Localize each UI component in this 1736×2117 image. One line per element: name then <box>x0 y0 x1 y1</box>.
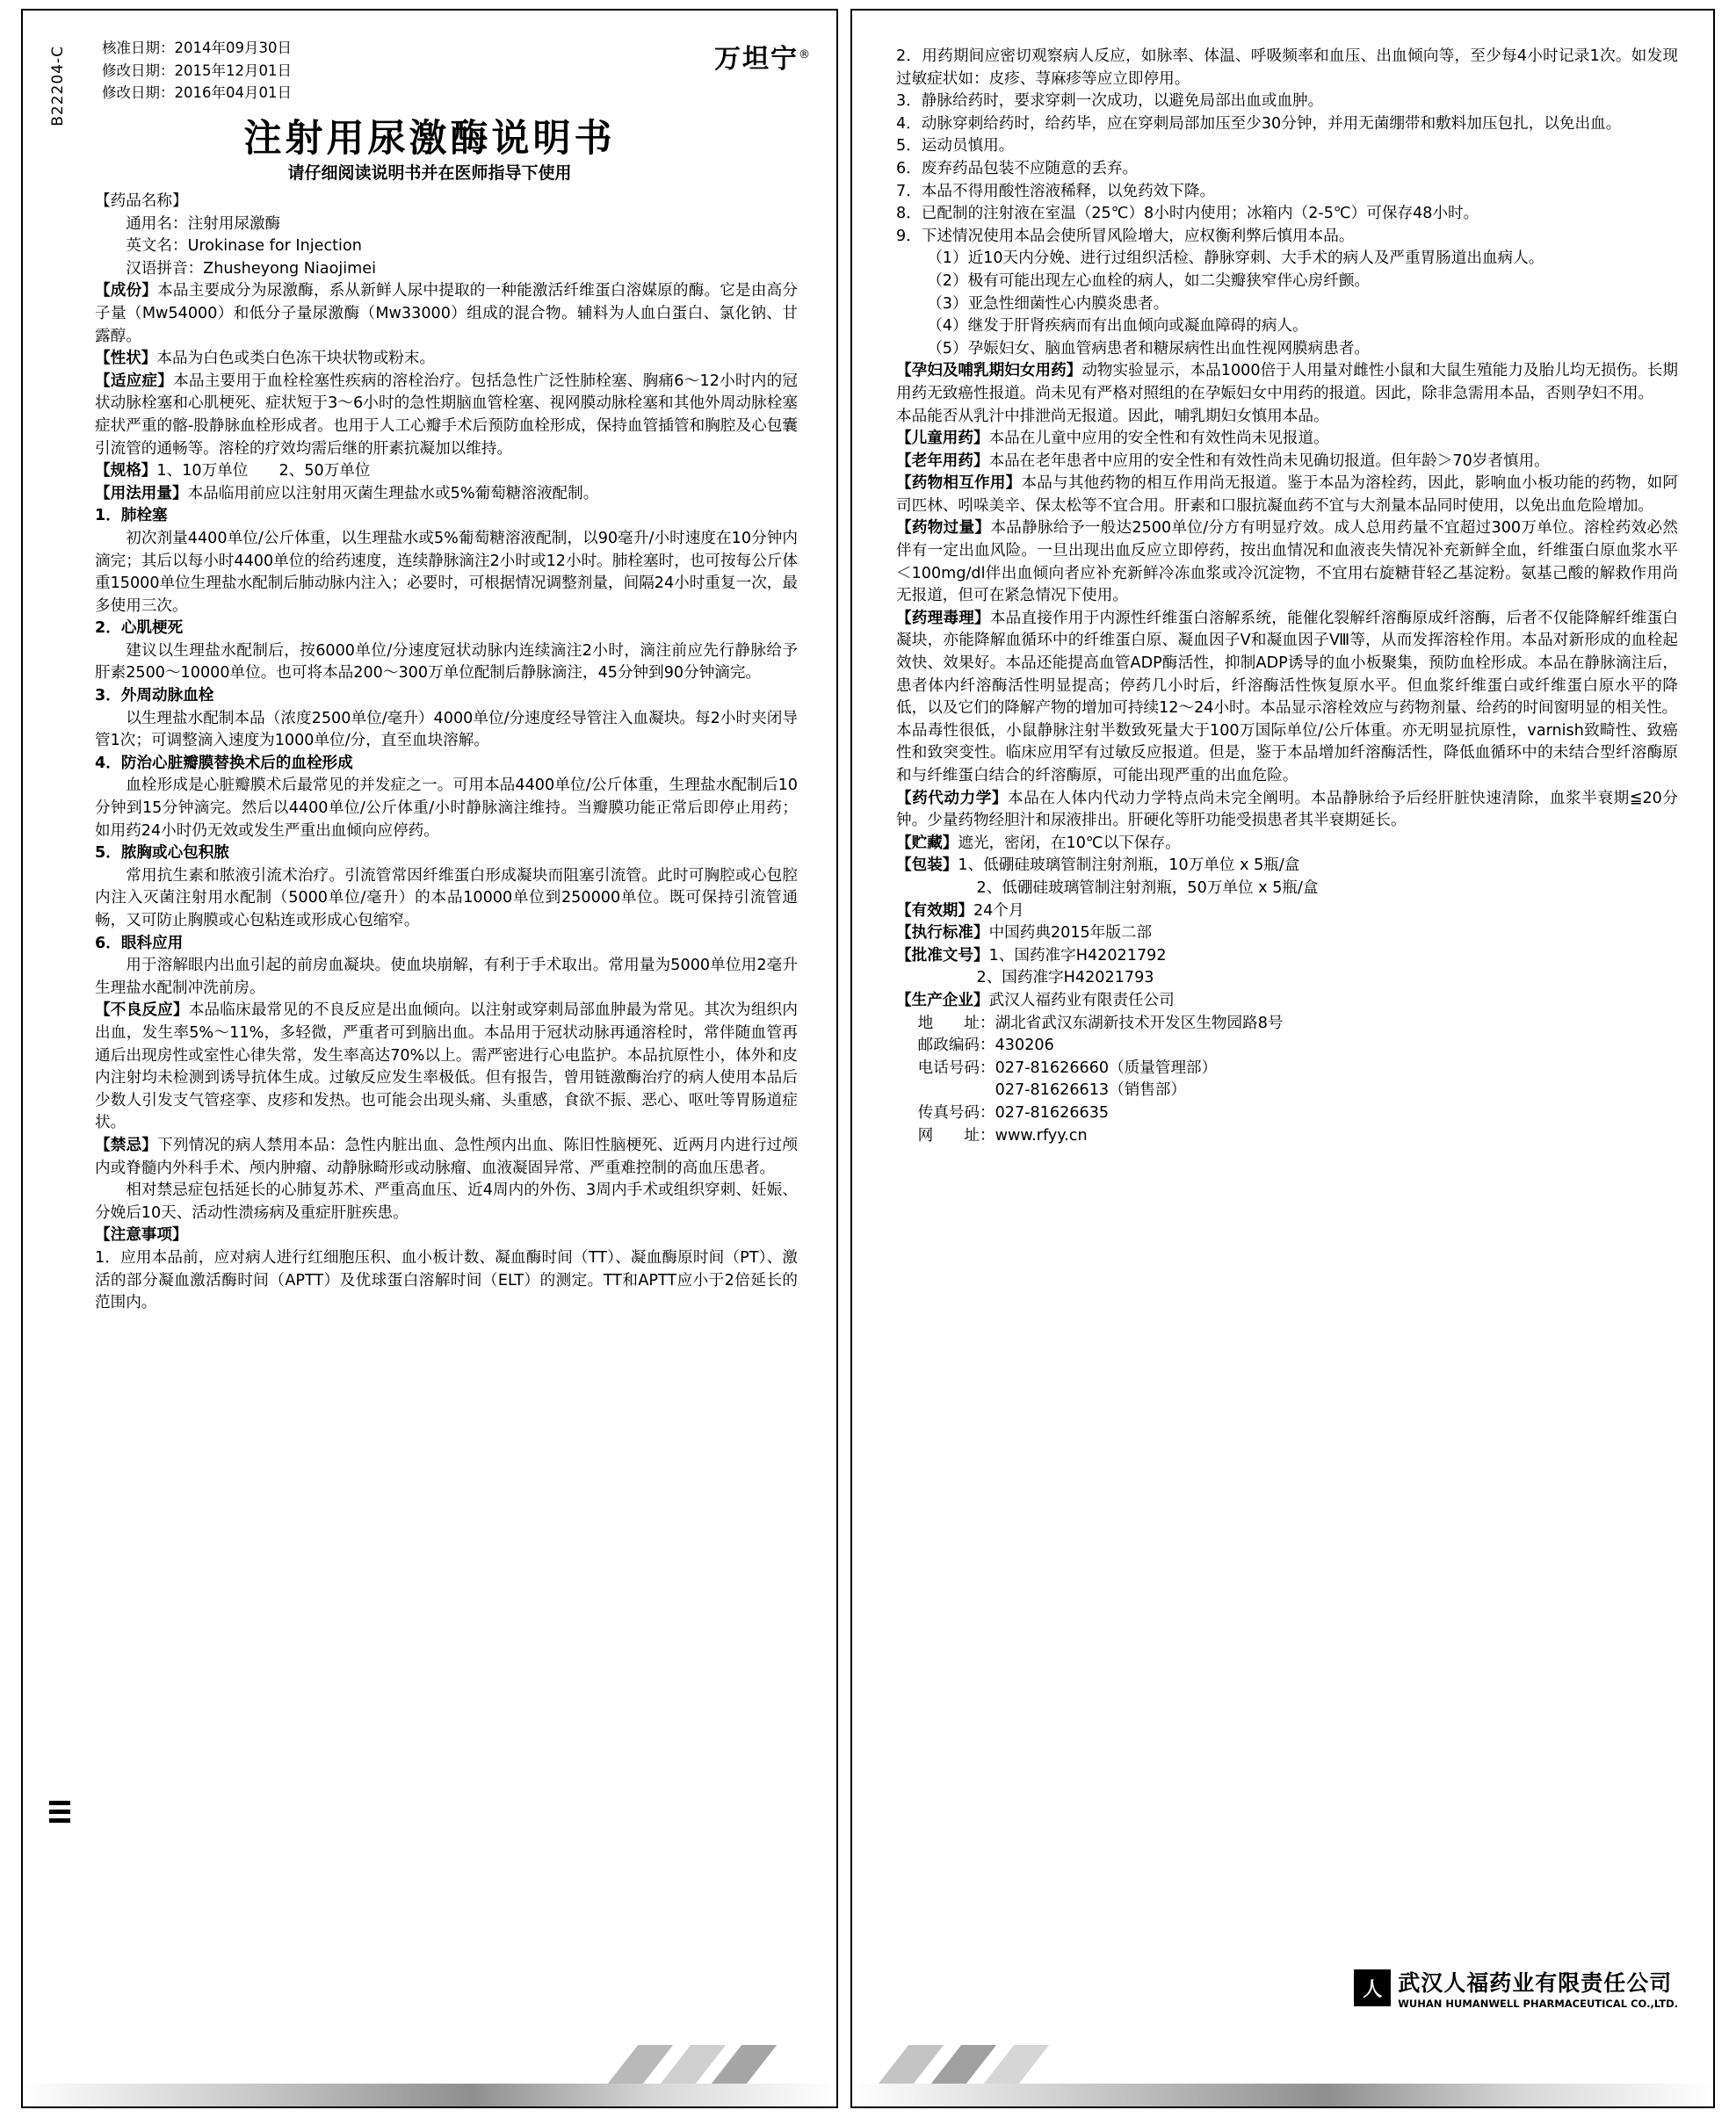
manufacturer-fax-value: 027-81626635 <box>995 1103 1110 1122</box>
section-appearance <box>95 348 798 371</box>
section-label-approval-no: 【批准文号】 <box>896 946 989 965</box>
section-package <box>896 855 1678 878</box>
section-text-standard: 中国药典2015年版二部 <box>988 924 1153 943</box>
section-text-contraindications: 下列情况的病人禁用本品：急性内脏出血、急性颅内出血、陈旧性脑梗死、近两月内进行过颅内或脊髓内外科手术、颅内肿瘤、动静脉畸形或动脉瘤、血液凝固异常、严重难控制的高血压患者。 <box>95 1136 798 1177</box>
manufacturer-fax-key: 传真号码： <box>917 1103 995 1122</box>
drug-name-pinyin: 汉语拼音：Zhusheyong Niaojimei <box>126 259 376 278</box>
risk-item-4: （4）继发于肝肾疾病而有出血倾向或凝血障碍的病人。 <box>927 317 1308 336</box>
section-pregnancy <box>896 360 1678 405</box>
section-label-drugname: 【药品名称】 <box>95 192 188 210</box>
right-corner-decoration <box>852 2045 1713 2106</box>
section-geriatric <box>896 451 1678 473</box>
section-text-adverse: 本品临床最常见的不良反应是出血倾向。以注射或穿刺局部血肿最为常见。其次为组织内出血，发生率5%～11%，多轻微，严重者可到脑出血。本品用于冠状动脉再通溶栓时，常伴随血管再通后出现房性或室性心律失常，发生率高达70%以上。需严密进行心电监护。本品抗原性小，体外和皮内注射均未检测到诱导抗体生成。过敏反应发生率极低。但有报告，曾用链激酶治疗的病人使用本品后少数人引发支气管痉挛、皮疹和发热。也可能会出现头痛、头重感，食欲不振、恶心、呕吐等胃肠道症状。 <box>95 1001 798 1132</box>
section-label-appearance: 【性状】 <box>95 350 157 368</box>
precaution-item-2: 2．用药期间应密切观察病人反应，如脉率、体温、呼吸频率和血压、出血倾向等，至少每4小时记录1次。如发现过敏症状如：皮疹、荨麻疹等应立即停用。 <box>896 47 1678 88</box>
manufacturer-website[interactable] <box>896 1125 1678 1148</box>
section-label-contraindications: 【禁忌】 <box>95 1136 158 1154</box>
risk-item-2: （2）极有可能出现左心血栓的病人，如二尖瓣狭窄伴心房纤颤。 <box>927 271 1371 290</box>
section-pediatric <box>896 428 1678 451</box>
section-text-geriatric: 本品在老年患者中应用的安全性和有效性尚未见确切报道。但年龄＞70岁者慎用。 <box>988 452 1550 470</box>
precaution-item-5: 5．运动员慎用。 <box>896 137 1015 155</box>
manufacturer-phone-sales: 027-81626613（销售部） <box>995 1081 1187 1100</box>
manufacturer-address <box>896 1013 1678 1036</box>
usage-text-2: 建议以生理盐水配制后，按6000单位/分速度冠状动脉内连续滴注2小时，滴注前应先行静脉给予肝素2500～10000单位。也可将本品200～300万单位配制后静脉滴注，45分钟到90分钟滴完。 <box>95 641 798 683</box>
section-contraindications <box>95 1135 798 1180</box>
manufacturer-postcode-key: 邮政编码： <box>917 1037 995 1055</box>
approval-date-1: 修改日期：2015年12月01日 <box>102 61 292 79</box>
right-sheet <box>850 9 1715 2108</box>
usage-text-4: 血栓形成是心脏瓣膜术后最常见的并发症之一。可用本品4400单位/公斤体重，生理盐水配制后10分钟到15分钟滴完。然后以4400单位/公斤体重/小时静脉滴注维持。当瓣膜功能正常后即停止用药；如用药24小时仍无效或发生严重出血倾向应停药。 <box>95 777 798 840</box>
left-body <box>95 191 798 1315</box>
usage-text-6: 用于溶解眼内出血引起的前房血凝块。使血块崩解，有利于手术取出。常用量为5000单位用2毫升生理盐水配制冲洗前房。 <box>95 957 798 997</box>
manufacturer-phone-key: 电话号码： <box>917 1058 995 1077</box>
section-text-specification: 1、10万单位 2、50万单位 <box>156 462 371 480</box>
section-approval-no <box>896 945 1678 968</box>
company-mark-icon <box>1354 1969 1391 2006</box>
section-text-interactions: 本品与其他药物的相互作用尚无报道。鉴于本品为溶栓药，因此，影响血小板功能的药物，如阿司匹林、吲哚美辛、保太松等不宜合用。肝素和口服抗凝血药不宜与大剂量本品同时使用，以免出血危险增加。 <box>896 474 1678 515</box>
section-label-shelflife: 【有效期】 <box>896 901 973 920</box>
section-label-overdose: 【药物过量】 <box>896 519 991 538</box>
section-label-storage: 【贮藏】 <box>896 834 958 852</box>
package-item-1: 1、低硼硅玻璃管制注射剂瓶，10万单位 x 5瓶/盒 <box>958 856 1300 875</box>
usage-heading-4: 4．防治心脏瓣膜替换术后的血栓形成 <box>95 754 353 772</box>
section-storage <box>896 833 1678 856</box>
risk-item-3: （3）亚急性细菌性心内膜炎患者。 <box>927 294 1169 313</box>
section-ingredients <box>95 280 798 348</box>
left-sheet <box>21 9 838 2108</box>
section-label-interactions: 【药物相互作用】 <box>896 474 1022 493</box>
precaution-item-9: 9．下述情况使用本品会使所冒风险增大，应权衡利弊后慎用本品。 <box>896 227 1355 245</box>
section-text-indications: 本品主要用于血栓栓塞性疾病的溶栓治疗。包括急性广泛性肺栓塞、胸痛6～12小时内的冠状动脉栓塞和心肌梗死、症状短于3～6小时的急性期脑血管栓塞、视网膜动脉栓塞和其他外周动脉栓塞症状严重的髂-股静脉血栓形成者。也用于人工心瓣手术后预防血栓形成，保持血管插管和胸腔及心包囊引流管的通畅等。溶栓的疗效均需后继的肝素抗凝加以维持。 <box>95 372 798 458</box>
section-pharmacology <box>896 608 1678 720</box>
section-indications <box>95 371 798 460</box>
drug-name-generic: 通用名：注射用尿激酶 <box>126 214 281 233</box>
section-label-package: 【包装】 <box>896 856 958 875</box>
section-text-ingredients: 本品主要成分为尿激酶，系从新鲜人尿中提取的一种能激活纤维蛋白溶媒原的酶。它是由高分子量（Mw54000）和低分子量尿激酶（Mw33000）组成的混合物。辅料为人血白蛋白、氯化钠、甘露醇。 <box>95 282 798 345</box>
precaution-item-4: 4．动脉穿刺给药时，给药毕，应在穿刺局部加压至少30分钟，并用无菌绷带和敷料加压包扎，以免出血。 <box>896 114 1622 133</box>
approval-date-0: 核准日期：2014年09月30日 <box>102 40 292 56</box>
section-standard <box>896 922 1678 945</box>
section-text-relative-contraindications: 相对禁忌症包括延长的心肺复苏术、严重高血压、近4周内的外伤、3周内手术或组织穿刺、妊娠、分娩后10天、活动性溃疡病及重症肝脏疾患。 <box>95 1181 798 1222</box>
precaution-item-8: 8．已配制的注射液在室温（25℃）8小时内使用；冰箱内（2-5℃）可保存48小时。 <box>896 205 1479 223</box>
company-mark-char: 人 <box>1363 1978 1383 2001</box>
usage-heading-1: 1．肺栓塞 <box>95 507 168 525</box>
usage-heading-3: 3．外周动脉血栓 <box>95 687 214 705</box>
approval-date-2: 修改日期：2016年04月01日 <box>102 84 292 102</box>
approval-no-2: 2、国药准字H42021793 <box>976 969 1154 987</box>
manufacturer-address-value: 湖北省武汉东湖新技术开发区生物园路8号 <box>995 1014 1284 1032</box>
section-label-dosage: 【用法用量】 <box>95 484 188 502</box>
usage-text-5: 常用抗生素和脓液引流术治疗。引流管常因纤维蛋白形成凝块而阻塞引流管。此时可胸腔或心包腔内注入灭菌注射用水配制（5000单位/毫升）的本品10000单位到250000单位。既可保持引流管通畅，又可防止胸膜或心包粘连或形成心包缩窄。 <box>95 866 798 929</box>
section-specification <box>95 460 798 483</box>
barcode-mark <box>49 1801 70 1827</box>
usage-heading-5: 5．脓胸或心包积脓 <box>95 844 229 863</box>
section-shelflife <box>896 900 1678 923</box>
manufacturer-postcode <box>896 1035 1678 1058</box>
section-text-toxicology: 本品毒性很低，小鼠静脉注射半数致死量大于100万国际单位/公斤体重。亦无明显抗原性，varnish致畸性、致癌性和致突变性。临床应用罕有过敏反应报道。但是，鉴于本品增加纤溶酶活性，降低血循环中的未结合型纤溶酶原和与纤维蛋白结合的纤溶酶原，可能出现严重的出血危险。 <box>896 721 1678 784</box>
section-label-pharmacology: 【药理毒理】 <box>896 609 990 627</box>
section-label-indications: 【适应症】 <box>95 372 174 390</box>
page-title: 注射用尿激酶说明书 <box>243 117 616 161</box>
risk-item-5: （5）孕娠妇女、脑血管病患者和糖尿病性出血性视网膜病患者。 <box>927 339 1371 358</box>
company-logo-en: WUHAN HUMANWELL PHARMACEUTICAL CO.,LTD. <box>1398 1998 1678 2010</box>
usage-heading-2: 2．心肌梗死 <box>95 619 184 638</box>
section-dosage <box>95 483 798 506</box>
usage-heading-6: 6．眼科应用 <box>95 934 184 952</box>
page-subtitle: 请仔细阅读说明书并在医师指导下使用 <box>287 163 572 183</box>
risk-item-1: （1）近10天内分娩、进行过组织活检、静脉穿刺、大手术的病人及严重胃肠道出血病人。 <box>927 249 1544 268</box>
manufacturer-name: 武汉人福药业有限责任公司 <box>988 991 1175 1009</box>
company-logo-cn: 武汉人福药业有限责任公司 <box>1398 1970 1673 1996</box>
section-label-pregnancy: 【孕妇及哺乳期妇女用药】 <box>896 362 1082 380</box>
section-label-pediatric: 【儿童用药】 <box>896 430 989 448</box>
manufacturer-address-key: 地 址： <box>917 1014 995 1032</box>
section-text-lactation: 本品能否从乳汁中排泄尚无报道。因此，哺乳期妇女慎用本品。 <box>896 407 1329 425</box>
usage-text-3: 以生理盐水配制本品（浓度2500单位/毫升）4000单位/分速度经导管注入血凝块。每2小时夹闭导管1次；可调整滴入速度为1000单位/分，直至血块溶解。 <box>95 709 798 750</box>
section-label-standard: 【执行标准】 <box>896 924 989 943</box>
left-corner-decoration <box>23 2045 836 2106</box>
brand-logo <box>714 37 812 76</box>
precaution-item-7: 7．本品不得用酸性溶液稀释，以免药效下降。 <box>896 182 1216 200</box>
manufacturer-fax <box>896 1102 1678 1125</box>
approval-dates <box>102 37 292 105</box>
section-label-specification: 【规格】 <box>95 462 157 480</box>
section-label-precautions: 【注意事项】 <box>95 1226 188 1245</box>
precaution-item-3: 3．静脉给药时，要求穿刺一次成功，以避免局部出血或血肿。 <box>896 92 1324 111</box>
section-text-dosage: 本品临用前应以注射用灭菌生理盐水或5%葡萄糖溶液配制。 <box>187 484 599 502</box>
brand-name: 万坦宁 <box>714 44 799 75</box>
section-pharmacokinetics <box>896 788 1678 833</box>
manufacturer-website-value[interactable]: www.rfyy.cn <box>995 1126 1088 1145</box>
section-text-pregnancy: 动物实验显示，本品1000倍于人用量对雌性小鼠和大鼠生殖能力及胎儿均无损伤。长期用药无致癌性报道。尚未见有严格对照组的在孕娠妇女中用药的报道。因此，除非急需用本品，否则孕妇不用。 <box>896 362 1678 402</box>
section-label-manufacturer: 【生产企业】 <box>896 991 989 1009</box>
document-code: B22204-C <box>49 46 67 126</box>
package-item-2: 2、低硼硅玻璃管制注射剂瓶，50万单位 x 5瓶/盒 <box>976 878 1319 897</box>
company-logo <box>1354 1966 1678 2010</box>
manufacturer-phone <box>896 1058 1678 1080</box>
drug-name-english: 英文名：Urokinase for Injection <box>126 237 362 256</box>
section-text-pediatric: 本品在儿童中应用的安全性和有效性尚未见报道。 <box>988 430 1329 448</box>
section-adverse <box>95 1000 798 1135</box>
section-text-pharmacology: 本品直接作用于内源性纤维蛋白溶解系统，能催化裂解纤溶酶原成纤溶酶，后者不仅能降解纤维蛋白凝块，亦能降解血循环中的纤维蛋白原、凝血因子Ⅴ和凝血因子Ⅷ等，从而发挥溶栓作用。本品对新形成的血栓起效快、效果好。本品还能提高血管ADP酶活性，抑制ADP诱导的血小板聚集，预防血栓形成。本品在静脉滴注后，患者体内纤溶酶活性明显提高；停药几小时后，纤溶酶活性恢复原水平。但血浆纤维蛋白或纤维蛋白原水平的降低，以及它们的降解产物的增加可持续12～24小时。本品显示溶栓效应与药物剂量、给药的时间窗明显的相关性。 <box>896 609 1678 718</box>
section-text-shelflife: 24个月 <box>973 901 1024 920</box>
usage-text-1: 初次剂量4400单位/公斤体重，以生理盐水或5%葡萄糖溶液配制，以90毫升/小时速度在10分钟内滴完；其后以每小时4400单位的给药速度，连续静脉滴注2小时或12小时。肺栓塞时，也可按每公斤体重15000单位生理盐水配制后肺动脉内注入；必要时，可根据情况调整剂量，间隔24小时重复一次，最多使用三次。 <box>95 529 798 615</box>
precaution-item-1: 1．应用本品前，应对病人进行红细胞压积、血小板计数、凝血酶时间（TT）、凝血酶原时间（PT）、激活的部分凝血激活酶时间（APTT）及优球蛋白溶解时间（ELT）的测定。TT和APTT应小于2倍延长的范围内。 <box>95 1248 798 1312</box>
section-label-ingredients: 【成份】 <box>95 282 158 300</box>
section-text-storage: 遮光，密闭，在10℃以下保存。 <box>958 834 1181 852</box>
section-text-pharmacokinetics: 本品在人体内代动力学特点尚未完全阐明。本品静脉给予后经肝脏快速清除，血浆半衰期≦20分钟。少量药物经胆汁和尿液排出。肝硬化等肝功能受损患者其半衰期延长。 <box>896 789 1678 830</box>
section-text-appearance: 本品为白色或类白色冻干块状物或粉末。 <box>156 350 436 368</box>
section-label-geriatric: 【老年用药】 <box>896 452 989 470</box>
precaution-item-6: 6．废弃药品包装不应随意的丢弃。 <box>896 159 1139 177</box>
registered-mark-icon: ® <box>799 48 812 61</box>
manufacturer-postcode-value: 430206 <box>995 1037 1054 1055</box>
section-label-adverse: 【不良反应】 <box>95 1001 189 1020</box>
section-label-pharmacokinetics: 【药代动力学】 <box>896 789 1009 807</box>
section-interactions <box>896 473 1678 517</box>
section-overdose <box>896 517 1678 607</box>
right-body <box>896 46 1678 1147</box>
section-text-overdose: 本品静脉给予一般达2500单位/分方有明显疗效。成人总用药量不宜超过300万单位。溶栓药效必然伴有一定出血风险。一旦出现出血反应立即停药，按出血情况和血液丧失情况补充新鲜全血，纤维蛋白原血浆水平＜100mg/dl伴出血倾向者应补充新鲜冷冻血浆或冷沉淀物，不宜用右旋糖苷轻乙基淀粉。氨基己酸的解救作用尚无报道，但可在紧急情况下使用。 <box>896 519 1678 605</box>
approval-no-1: 1、国药准字H42021792 <box>988 946 1167 965</box>
manufacturer-website-key: 网 址： <box>917 1126 995 1145</box>
manufacturer-phone-value: 027-81626660（质量管理部） <box>995 1058 1218 1077</box>
section-manufacturer <box>896 990 1678 1013</box>
